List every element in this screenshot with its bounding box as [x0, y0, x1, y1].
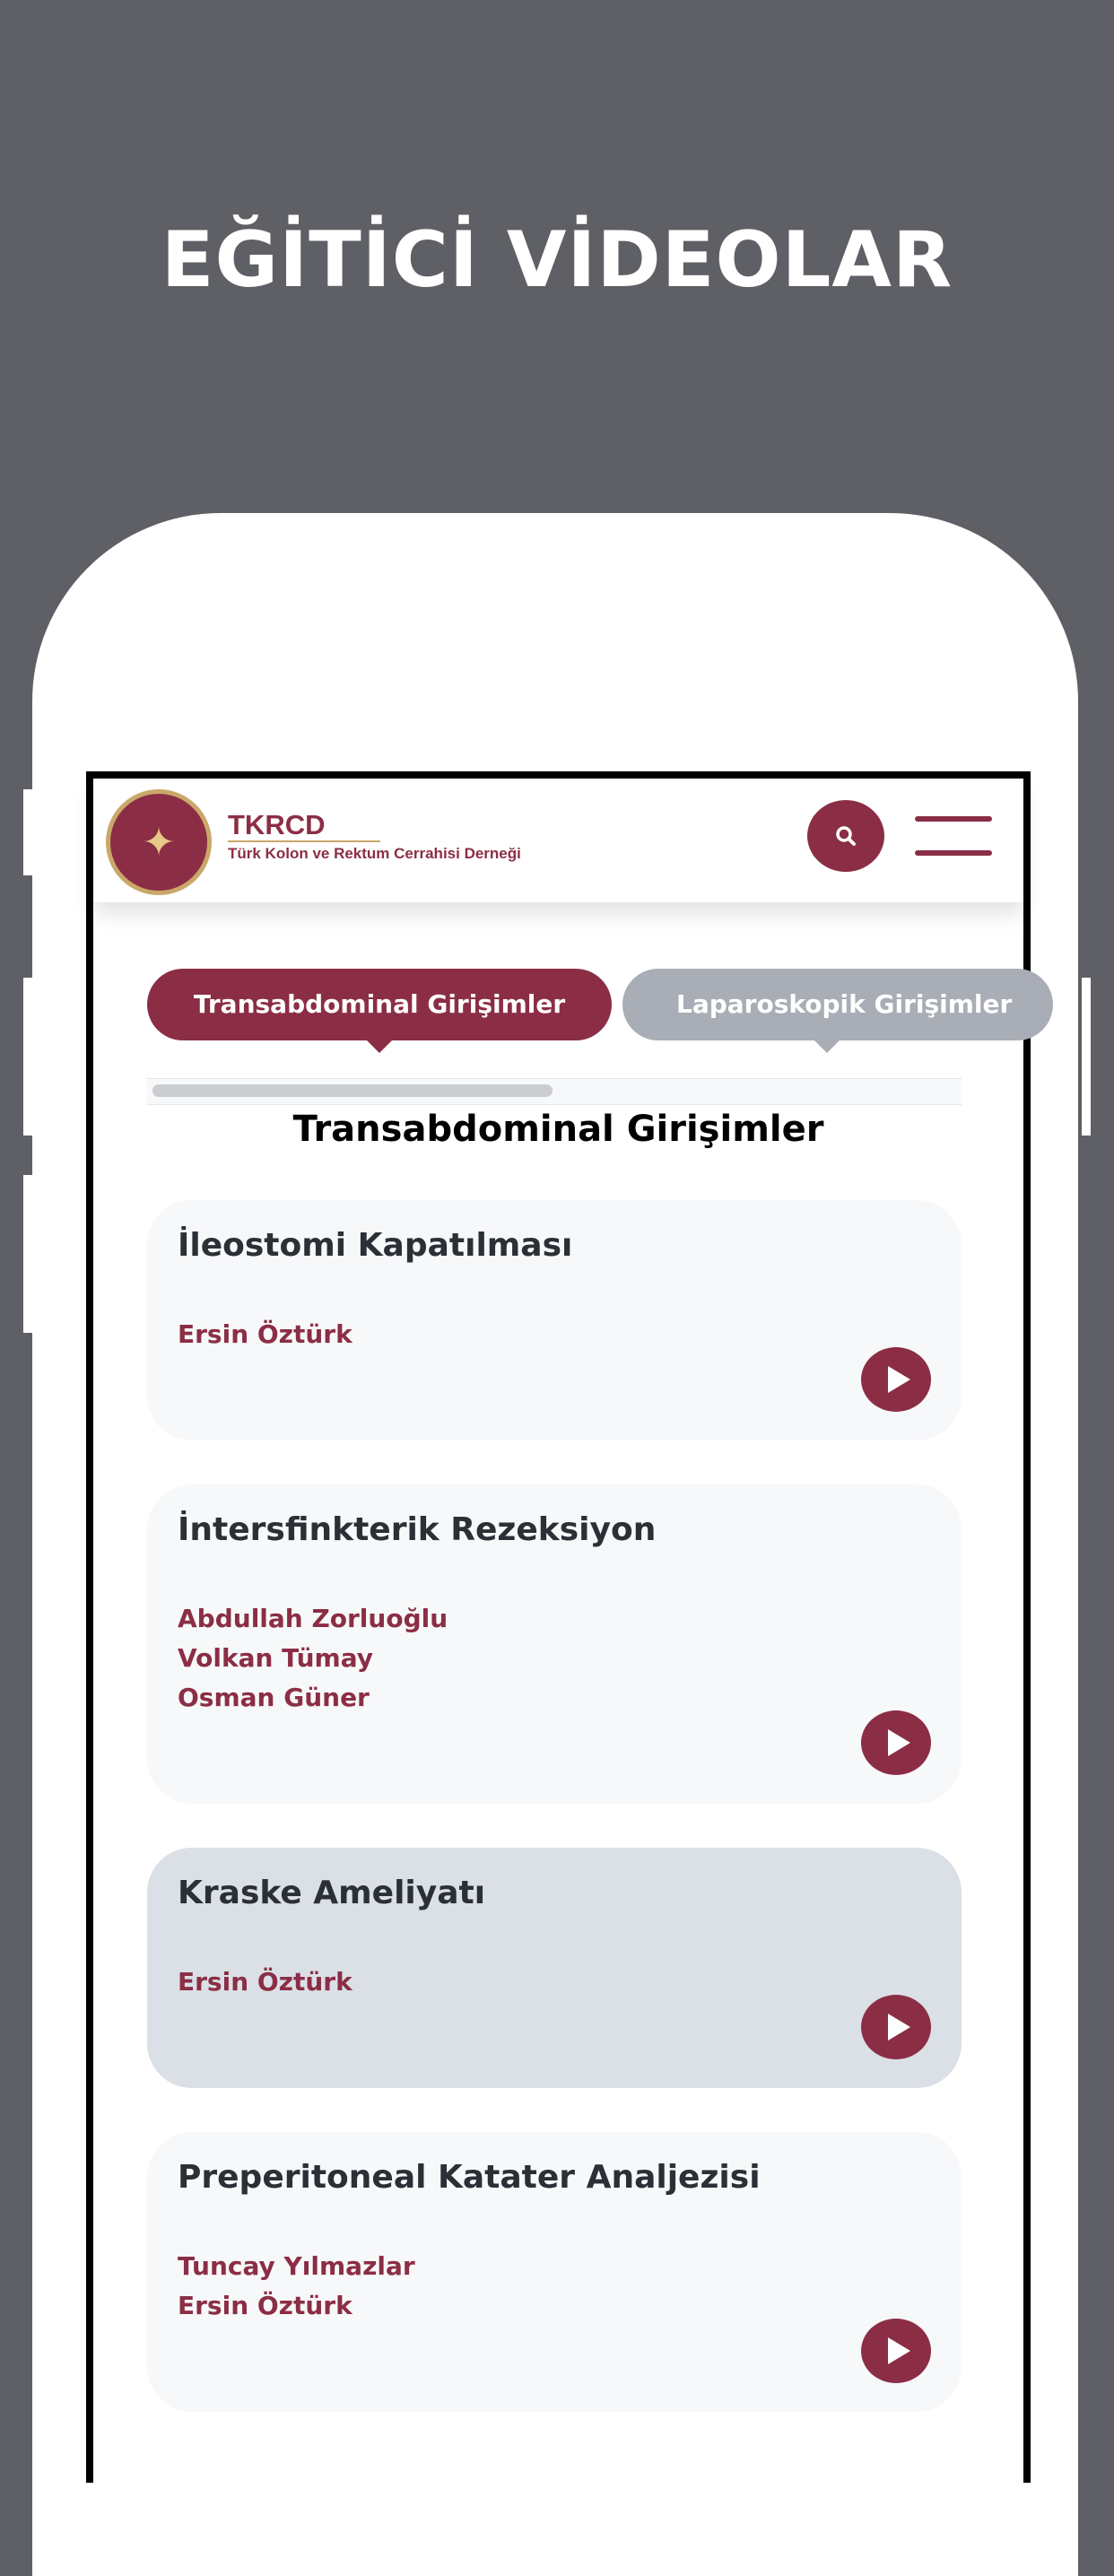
video-card[interactable] [147, 1200, 962, 1440]
video-card[interactable] [147, 2132, 962, 2412]
tab-laparoscopic[interactable]: Laparoskopik Girişimler [622, 969, 1053, 1040]
play-icon [888, 1366, 910, 1393]
author-name: Ersin Öztürk [178, 2291, 352, 2320]
logo-subtitle[interactable]: Türk Kolon ve Rektum Cerrahisi Derneği [228, 845, 521, 862]
play-icon [888, 2014, 910, 2041]
logo-title[interactable]: TKRCD [228, 809, 326, 840]
play-button[interactable] [861, 1347, 931, 1412]
section-title: Transabdominal Girişimler [292, 1109, 824, 1150]
scrollbar-thumb[interactable] [152, 1084, 553, 1097]
video-title: Kraske Ameliyatı [178, 1875, 486, 1911]
video-card[interactable] [147, 1848, 962, 2088]
phone-side-button-left [23, 978, 32, 1136]
category-tabs [147, 969, 1013, 1076]
search-icon [834, 824, 857, 848]
top-bar [93, 779, 1023, 902]
tab-transabdominal[interactable]: Transabdominal Girişimler [147, 969, 612, 1040]
author-name: Ersin Öztürk [178, 1319, 352, 1349]
menu-line [915, 850, 992, 856]
promo-headline: EĞİTİCİ VİDEOLAR [161, 215, 953, 305]
play-icon [888, 1729, 910, 1756]
video-title: İntersfinkterik Rezeksiyon [178, 1511, 657, 1548]
phone-side-button-left [23, 1175, 32, 1333]
video-title: Preperitoneal Katater Analjezisi [178, 2159, 761, 2196]
author-name: Ersin Öztürk [178, 1967, 352, 1997]
author-name: Volkan Tümay [178, 1643, 373, 1673]
phone-side-button-right [1082, 978, 1091, 1136]
play-icon [888, 2337, 910, 2364]
video-authors [178, 1315, 352, 1354]
video-card[interactable] [147, 1484, 962, 1804]
phone-side-button-left [23, 789, 32, 875]
hamburger-menu-button[interactable] [915, 816, 992, 857]
tabs-scrollbar[interactable] [147, 1078, 962, 1105]
video-title: İleostomi Kapatılması [178, 1227, 573, 1264]
author-name: Abdullah Zorluoğlu [178, 1604, 448, 1633]
video-authors [178, 1599, 448, 1718]
logo-seal-icon[interactable]: ✦ [106, 789, 212, 895]
author-name: Tuncay Yılmazlar [178, 2251, 415, 2281]
menu-line [915, 816, 992, 822]
search-button[interactable] [807, 800, 884, 872]
play-button[interactable] [861, 1995, 931, 2059]
video-authors [178, 1962, 352, 2002]
play-button[interactable] [861, 1710, 931, 1775]
video-authors [178, 2247, 415, 2326]
logo-divider [228, 840, 380, 842]
author-name: Osman Güner [178, 1683, 370, 1712]
app-screen [86, 771, 1031, 2483]
play-button[interactable] [861, 2319, 931, 2383]
